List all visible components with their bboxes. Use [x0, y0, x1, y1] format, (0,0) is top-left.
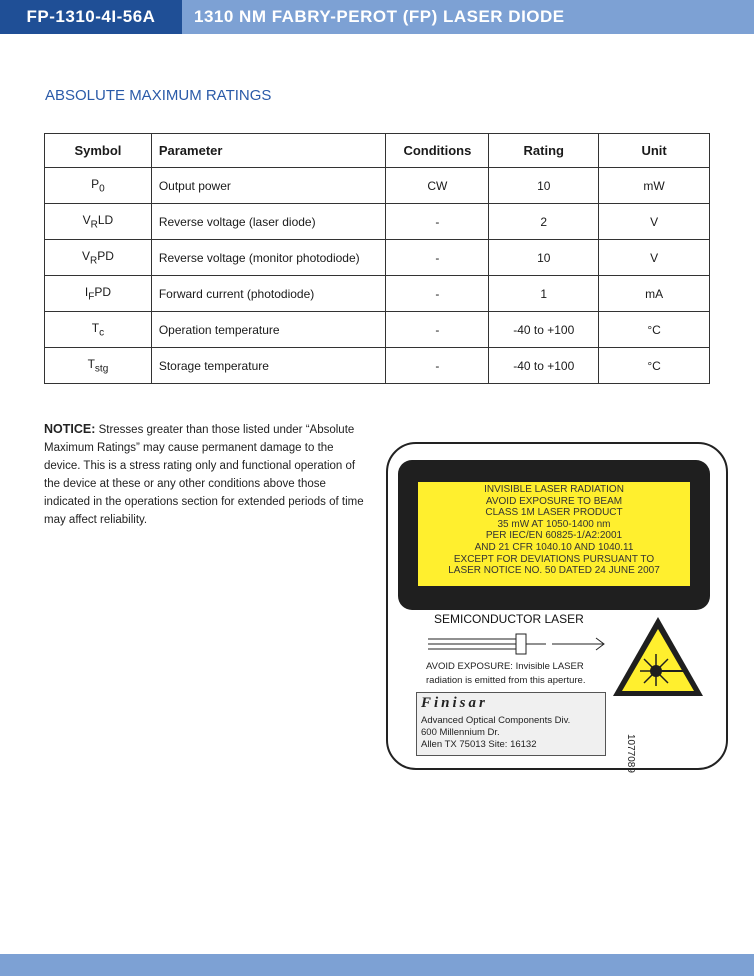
rating-cell: 2	[489, 204, 599, 240]
symbol-cell: $T_c$	[45, 312, 152, 348]
parameter-cell: Reverse voltage (laser diode)	[151, 204, 386, 240]
address-line: 600 Millennium Dr.	[421, 727, 500, 738]
rating-cell: -40 to +100	[489, 312, 599, 348]
unit-cell: V	[599, 240, 710, 276]
conditions-cell: -	[386, 348, 489, 384]
table-row	[45, 348, 710, 384]
warning-panel	[398, 460, 710, 610]
conditions-cell: -	[386, 312, 489, 348]
rating-cell: 10	[489, 240, 599, 276]
warning-line: INVISIBLE LASER RADIATION	[484, 484, 624, 495]
rating-cell: 10	[489, 168, 599, 204]
part-number: FP-1310-4I-56A	[0, 0, 182, 34]
conditions-cell: -	[386, 240, 489, 276]
warning-line: LASER NOTICE NO. 50 DATED 24 JUNE 2007	[448, 565, 660, 577]
semiconductor-heading: SEMICONDUCTOR LASER	[434, 612, 584, 626]
header-parameter: Parameter	[151, 134, 386, 168]
parameter-cell: Operation temperature	[151, 312, 386, 348]
laser-hazard-icon	[610, 614, 706, 700]
conditions-cell: -	[386, 276, 489, 312]
address-line: Allen TX 75013 Site: 16132	[421, 739, 537, 750]
header-bar	[0, 0, 754, 34]
parameter-cell: Reverse voltage (monitor photodiode)	[151, 240, 386, 276]
table-header-row	[45, 134, 710, 168]
warning-text-box	[418, 482, 690, 586]
symbol-cell: $P_0$	[45, 168, 152, 204]
warning-line: AVOID EXPOSURE TO BEAM	[485, 495, 623, 507]
laser-warning-label	[386, 442, 728, 773]
header-rating: Rating	[489, 134, 599, 168]
ratings-table	[44, 133, 710, 384]
table-row	[45, 240, 710, 276]
warning-line: PER IEC/EN 60825-1/A2:2001	[485, 530, 623, 542]
notice-text: Stresses greater than those listed under “Absolute Maximum Ratings” may cause permanent damage to the device. This is a stress rating only and functional operation of the device at these or any other conditions above those indicated in the operations section for extended periods of time may affect reliability.	[44, 424, 364, 526]
document-title: 1310 NM FABRY-PEROT (FP) LASER DIODE	[194, 7, 565, 26]
warning-line: 35 mW AT 1050-1400 nm	[497, 518, 611, 530]
table-row	[45, 204, 710, 240]
unit-cell: °C	[599, 348, 710, 384]
conditions-cell: CW	[386, 168, 489, 204]
unit-cell: V	[599, 204, 710, 240]
symbol-cell: $I_FPD$	[45, 276, 152, 312]
header-symbol: Symbol	[45, 134, 152, 168]
address-line: Advanced Optical Components Div.	[421, 715, 571, 726]
finisar-logo: Finisar	[421, 695, 488, 711]
aperture-arrow-icon	[424, 630, 614, 660]
footer-bar	[0, 954, 754, 976]
parameter-cell: Forward current (photodiode)	[151, 276, 386, 312]
section-title: ABSOLUTE MAXIMUM RATINGS	[45, 87, 272, 104]
avoid-exposure-text: AVOID EXPOSURE: Invisible LASER radiation is emitted from this aperture.	[426, 661, 586, 686]
header-unit: Unit	[599, 134, 710, 168]
rating-cell: -40 to +100	[489, 348, 599, 384]
header-conditions: Conditions	[386, 134, 489, 168]
symbol-cell: $V_RPD$	[45, 240, 152, 276]
unit-cell: mA	[599, 276, 710, 312]
symbol-cell: $V_RLD$	[45, 204, 152, 240]
parameter-cell: Output power	[151, 168, 386, 204]
table-row	[45, 168, 710, 204]
table-row	[45, 276, 710, 312]
warning-line: EXCEPT FOR DEVIATIONS PURSUANT TO	[453, 553, 655, 565]
table-row	[45, 312, 710, 348]
symbol-cell: $T_{stg}$	[45, 348, 152, 384]
notice-label: NOTICE:	[44, 422, 96, 436]
warning-line: CLASS 1M LASER PRODUCT	[485, 507, 623, 519]
parameter-cell: Storage temperature	[151, 348, 386, 384]
rating-cell: 1	[489, 276, 599, 312]
unit-cell: °C	[599, 312, 710, 348]
serial-number: 1077089	[625, 734, 636, 773]
conditions-cell: -	[386, 204, 489, 240]
unit-cell: mW	[599, 168, 710, 204]
warning-line: AND 21 CFR 1040.10 AND 1040.11	[474, 541, 634, 553]
notice-paragraph	[44, 420, 364, 529]
manufacturer-box	[416, 692, 606, 756]
